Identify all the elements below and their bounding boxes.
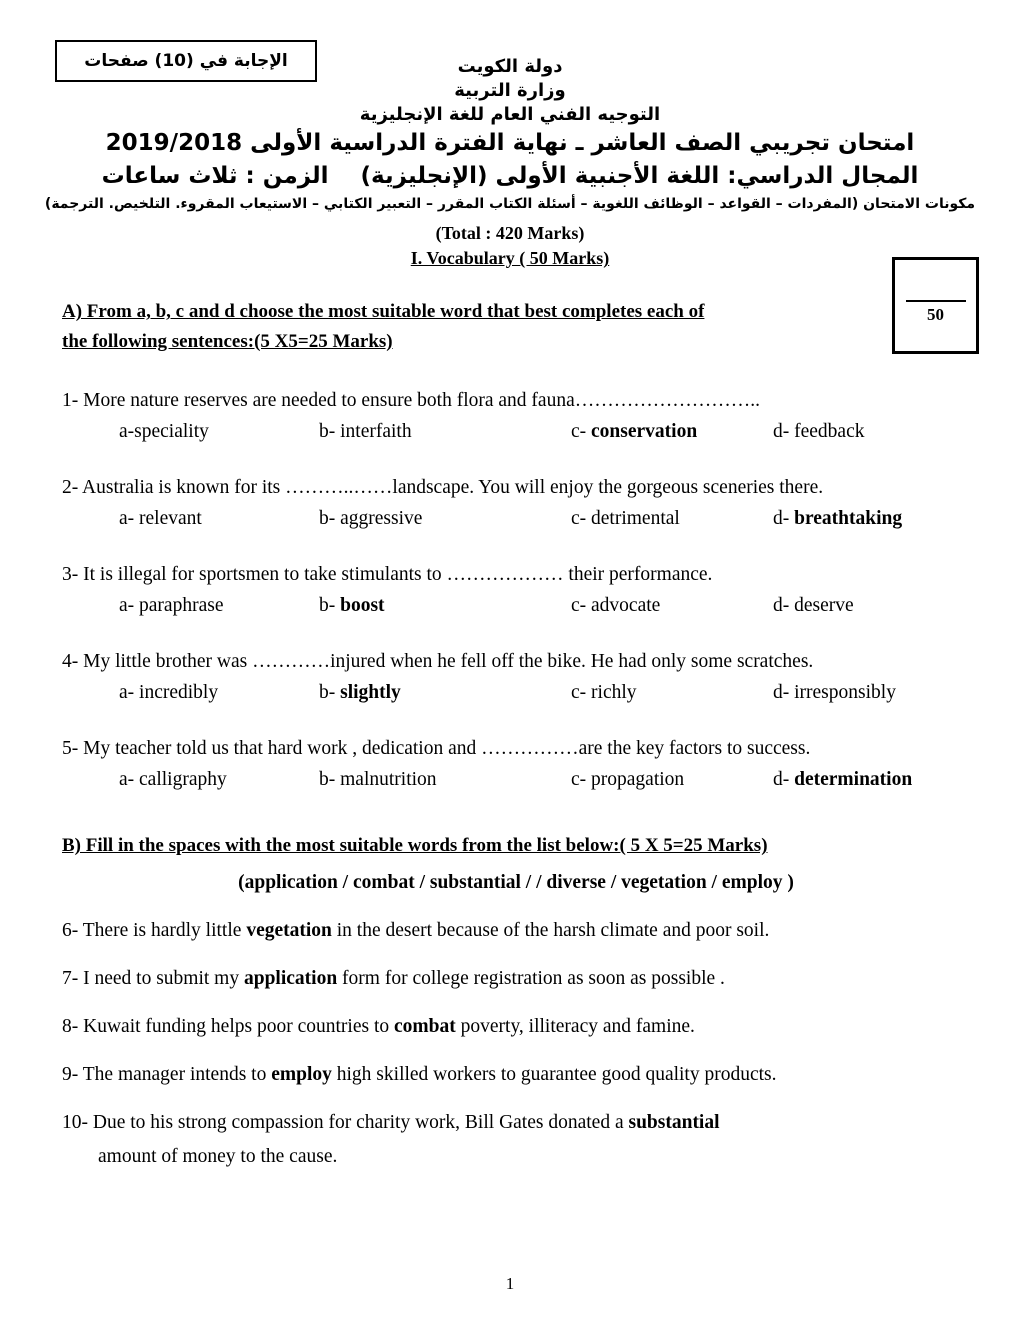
option-c bbox=[571, 508, 773, 530]
option-label: b- bbox=[319, 769, 336, 791]
option-text: calligraphy bbox=[139, 769, 227, 791]
options-row bbox=[62, 769, 970, 791]
option-label: c- bbox=[571, 595, 587, 617]
total-marks: (Total : 420 Marks) bbox=[435, 223, 585, 244]
option-a bbox=[119, 595, 319, 617]
question-stem: 3- It is illegal for sportsmen to take stimulants to ……………… their performance. bbox=[62, 564, 713, 586]
option-a bbox=[119, 508, 319, 530]
option-text: malnutrition bbox=[340, 769, 437, 791]
option-text: aggressive bbox=[340, 508, 423, 530]
option-text-answer: determination bbox=[794, 769, 913, 791]
question-stem: 4- My little brother was …………injured when he fell off the bike. He had only some scratches. bbox=[62, 651, 814, 673]
fill-post: form for college registration as soon as possible . bbox=[337, 968, 725, 990]
option-text: speciality bbox=[134, 421, 209, 443]
option-label: a- bbox=[119, 769, 135, 791]
option-label: c- bbox=[571, 682, 587, 704]
header-exam-title: امتحان تجريبي الصف العاشر ـ نهاية الفترة الدراسية الأولى 2019/2018 bbox=[105, 130, 915, 157]
fill-answer: employ bbox=[271, 1064, 332, 1086]
option-b bbox=[319, 769, 571, 791]
option-a bbox=[119, 769, 319, 791]
option-c bbox=[571, 682, 773, 704]
option-c bbox=[571, 595, 773, 617]
fill-post: high skilled workers to guarantee good quality products. bbox=[331, 1064, 777, 1086]
option-label: d- bbox=[773, 508, 790, 530]
page-number: 1 bbox=[505, 1274, 515, 1293]
option-text: irresponsibly bbox=[794, 682, 896, 704]
fill-answer: application bbox=[243, 968, 338, 990]
fill-question-9 bbox=[62, 1064, 970, 1086]
fill-answer: combat bbox=[394, 1016, 456, 1038]
section-a-heading-line1: A) From a, b, c and d choose the most suitable word that best completes each of bbox=[62, 301, 705, 323]
question-stem: 1- More nature reserves are needed to ensure both flora and fauna……………………….. bbox=[62, 390, 760, 412]
score-blank-line bbox=[906, 300, 966, 302]
question-stem: 5- My teacher told us that hard work , dedication and ……………are the key factors to success. bbox=[62, 738, 811, 760]
fill-answer: vegetation bbox=[246, 920, 332, 942]
option-a bbox=[119, 682, 319, 704]
option-label: d- bbox=[773, 595, 790, 617]
options-row bbox=[62, 595, 970, 617]
option-label: a- bbox=[119, 421, 135, 443]
fill-pre: 8- Kuwait funding helps poor countries to bbox=[62, 1016, 394, 1038]
option-text-answer: boost bbox=[340, 595, 385, 617]
option-text-answer: conservation bbox=[591, 421, 698, 443]
vocabulary-section-title-row bbox=[0, 248, 1020, 269]
option-label: b- bbox=[319, 595, 336, 617]
option-b bbox=[319, 508, 571, 530]
option-text: detrimental bbox=[591, 508, 680, 530]
options-row bbox=[62, 682, 970, 704]
fill-question-8 bbox=[62, 1016, 970, 1038]
option-label: d- bbox=[773, 682, 790, 704]
fill-pre: 9- The manager intends to bbox=[62, 1064, 272, 1086]
option-text: richly bbox=[591, 682, 637, 704]
option-d bbox=[773, 508, 970, 530]
mcq-question-2 bbox=[62, 477, 970, 530]
option-label: c- bbox=[571, 769, 587, 791]
option-a bbox=[119, 421, 319, 443]
fill-pre: 10- Due to his strong compassion for charity work, Bill Gates donated a bbox=[62, 1112, 629, 1134]
option-text: interfaith bbox=[340, 421, 412, 443]
fill-post: poverty, illiteracy and famine. bbox=[455, 1016, 695, 1038]
mcq-question-1 bbox=[62, 390, 970, 443]
section-b-heading bbox=[62, 835, 970, 857]
fill-question-10 bbox=[62, 1112, 970, 1134]
option-label: c- bbox=[571, 508, 587, 530]
mcq-question-5 bbox=[62, 738, 970, 791]
mcq-question-3 bbox=[62, 564, 970, 617]
option-d bbox=[773, 421, 970, 443]
fill-question-7 bbox=[62, 968, 970, 990]
answer-pages-box bbox=[55, 40, 317, 82]
option-label: c- bbox=[571, 421, 587, 443]
option-label: b- bbox=[319, 682, 336, 704]
option-text: deserve bbox=[794, 595, 854, 617]
option-label: d- bbox=[773, 421, 790, 443]
option-b bbox=[319, 682, 571, 704]
exam-header bbox=[0, 0, 1020, 213]
section-a-heading bbox=[62, 297, 970, 356]
fill-pre: 6- There is hardly little bbox=[62, 920, 247, 942]
option-label: b- bbox=[319, 421, 336, 443]
exam-body bbox=[62, 297, 970, 1168]
option-text: incredibly bbox=[139, 682, 219, 704]
option-label: a- bbox=[119, 595, 135, 617]
option-b bbox=[319, 421, 571, 443]
option-d bbox=[773, 682, 970, 704]
option-label: b- bbox=[319, 508, 336, 530]
option-text: propagation bbox=[591, 769, 685, 791]
option-text: feedback bbox=[794, 421, 865, 443]
fill-question-6 bbox=[62, 920, 970, 942]
option-d bbox=[773, 595, 970, 617]
option-text-answer: slightly bbox=[340, 682, 401, 704]
mcq-question-4 bbox=[62, 651, 970, 704]
option-text: relevant bbox=[139, 508, 202, 530]
header-country: دولة الكويت bbox=[457, 56, 563, 77]
fill-pre: 7- I need to submit my bbox=[62, 968, 244, 990]
fill-answer: substantial bbox=[628, 1112, 720, 1134]
option-c bbox=[571, 769, 773, 791]
section-b-heading-text: B) Fill in the spaces with the most suitable words from the list below:( 5 X 5=25 Marks) bbox=[62, 835, 768, 857]
option-label: a- bbox=[119, 682, 135, 704]
option-b bbox=[319, 595, 571, 617]
option-text: paraphrase bbox=[139, 595, 224, 617]
header-supervision: التوجيه الفني العام للغة الإنجليزية bbox=[359, 103, 661, 125]
option-text: advocate bbox=[591, 595, 661, 617]
options-row bbox=[62, 421, 970, 443]
option-text-answer: breathtaking bbox=[794, 508, 903, 530]
score-value: 50 bbox=[927, 305, 944, 324]
fill-post: in the desert because of the harsh climate and poor soil. bbox=[331, 920, 770, 942]
word-list: (application / combat / substantial / / diverse / vegetation / employ ) bbox=[238, 872, 794, 894]
option-label: a- bbox=[119, 508, 135, 530]
options-row bbox=[62, 508, 970, 530]
score-box bbox=[892, 257, 979, 354]
fill-question-10-continuation: amount of money to the cause. bbox=[98, 1146, 338, 1168]
answer-pages-note: الإجابة في (10) صفحات bbox=[84, 51, 288, 71]
header-exam-components: مكونات الامتحان (المفردات – القواعد – الوظائف اللغوية – أسئلة الكتاب المقرر – التعبير الكتابي – الاستيعاب المقروء. التلخيص. الترجمة) bbox=[44, 195, 976, 212]
question-stem: 2- Australia is known for its ………..……landscape. You will enjoy the gorgeous sceneries there. bbox=[62, 477, 824, 499]
section-a-heading-line2: the following sentences:(5 X5=25 Marks) bbox=[62, 330, 393, 352]
header-subject-time: المجال الدراسي: اللغة الأجنبية الأولى (الإنجليزية) الزمن : ثلاث ساعات bbox=[101, 162, 919, 189]
option-label: d- bbox=[773, 769, 790, 791]
header-ministry: وزارة التربية bbox=[454, 79, 566, 101]
option-c bbox=[571, 421, 773, 443]
vocabulary-section-title: I. Vocabulary ( 50 Marks) bbox=[410, 248, 610, 269]
option-d bbox=[773, 769, 970, 791]
